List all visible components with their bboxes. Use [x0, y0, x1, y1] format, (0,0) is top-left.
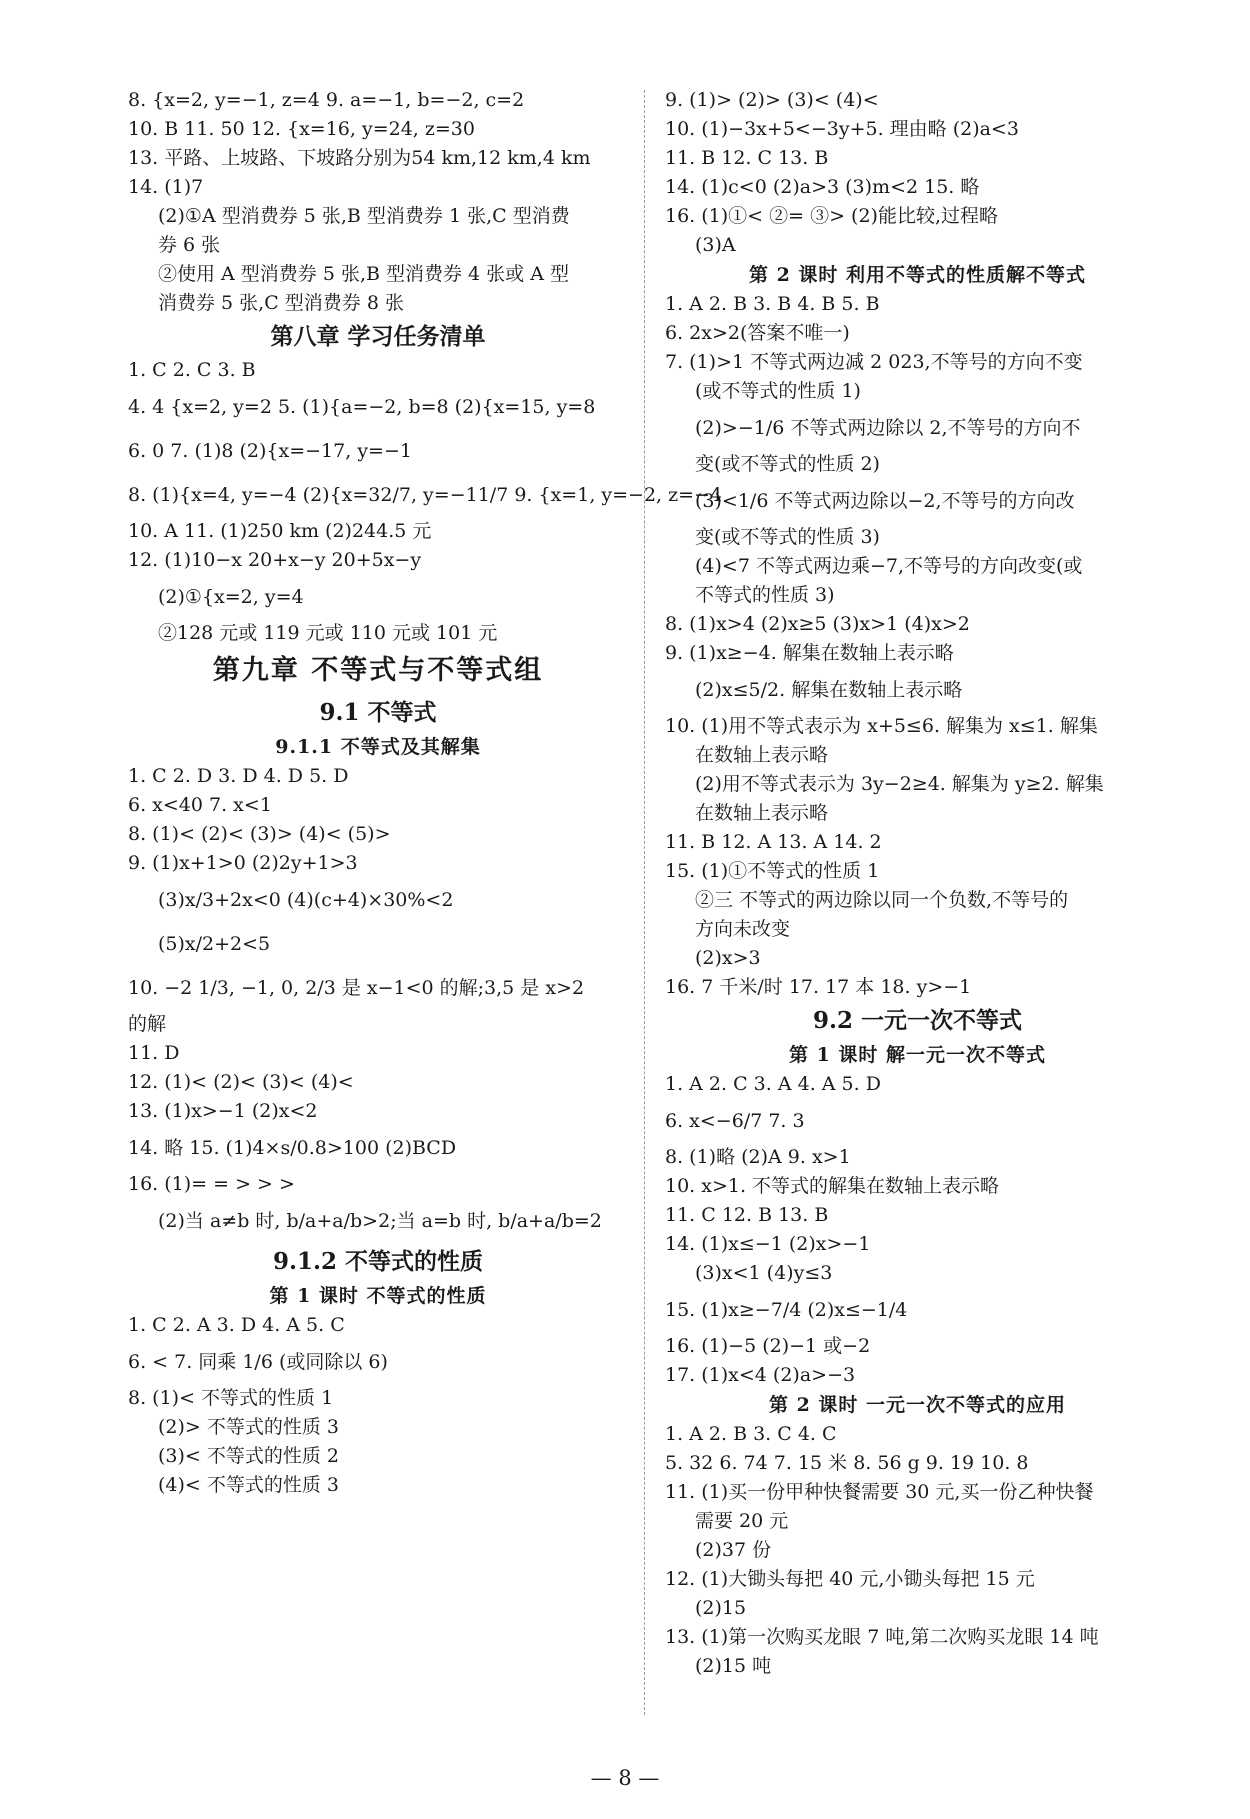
answer-line: 方向未改变 — [695, 918, 791, 940]
section-heading: 第九章 不等式与不等式组 — [212, 655, 544, 686]
answer-line: 13. 平路、上坡路、下坡路分别为54 km,12 km,4 km — [128, 147, 591, 169]
answer-line: 16. (1)−5 (2)−1 或−2 — [665, 1335, 871, 1357]
answer-line: 8. (1)x>4 (2)x≥5 (3)x>1 (4)x>2 — [665, 613, 970, 635]
answer-line: (2)15 — [695, 1597, 747, 1619]
answer-line: 16. 7 千米/时 17. 17 本 18. y>−1 — [665, 976, 972, 998]
answer-line: 4. 4 {x=2, y=2 5. (1){a=−2, b=8 (2){x=15, y=8 — [128, 396, 596, 418]
answer-line: 14. (1)x≤−1 (2)x>−1 — [665, 1233, 871, 1255]
column-divider — [644, 90, 645, 1715]
answer-line: 10. x>1. 不等式的解集在数轴上表示略 — [665, 1175, 1000, 1197]
answer-line: 6. x<−6/7 7. 3 — [665, 1110, 805, 1132]
answer-line: 9. (1)> (2)> (3)< (4)< — [665, 89, 879, 111]
answer-line: 14. (1)c<0 (2)a>3 (3)m<2 15. 略 — [665, 176, 980, 198]
answer-line: 14. (1)7 — [128, 176, 204, 198]
section-heading: 9.1.2 不等式的性质 — [272, 1248, 484, 1275]
section-heading: 第 1 课时 解一元一次不等式 — [788, 1044, 1047, 1066]
answer-line: 8. (1)略 (2)A 9. x>1 — [665, 1146, 851, 1168]
answer-line: (2)①A 型消费券 5 张,B 型消费券 1 张,C 型消费 — [158, 205, 570, 227]
answer-line: 10. (1)用不等式表示为 x+5≤6. 解集为 x≤1. 解集 — [665, 715, 1098, 737]
section-heading: 第八章 学习任务清单 — [270, 323, 486, 350]
answer-line: (2)用不等式表示为 3y−2≥4. 解集为 y≥2. 解集 — [695, 773, 1104, 795]
section-heading: 9.1.1 不等式及其解集 — [275, 736, 481, 758]
answer-line: 的解 — [128, 1013, 167, 1035]
answer-line: 8. (1){x=4, y=−4 (2){x=32/7, y=−11/7 9. {x=1, y=−2, z=−4 — [128, 484, 723, 506]
answer-line: 1. C 2. C 3. B — [128, 359, 256, 381]
answer-line: 9. (1)x≥−4. 解集在数轴上表示略 — [665, 642, 954, 664]
answer-line: (2)①{x=2, y=4 — [158, 586, 304, 608]
answer-line: 券 6 张 — [158, 234, 221, 256]
answer-line: 6. 2x>2(答案不唯一) — [665, 322, 850, 344]
section-heading: 9.2 一元一次不等式 — [812, 1007, 1023, 1034]
answer-line: 9. (1)x+1>0 (2)2y+1>3 — [128, 852, 358, 874]
answer-line: (5)x/2+2<5 — [158, 933, 271, 955]
section-heading: 第 1 课时 不等式的性质 — [269, 1285, 487, 1307]
answer-line: 10. −2 1/3, −1, 0, 2/3 是 x−1<0 的解;3,5 是 x>2 — [128, 977, 585, 999]
answer-line: 不等式的性质 3) — [695, 584, 835, 606]
answer-line: ②128 元或 119 元或 110 元或 101 元 — [158, 622, 498, 644]
answer-line: 变(或不等式的性质 2) — [695, 453, 880, 475]
section-heading: 第 2 课时 利用不等式的性质解不等式 — [748, 264, 1087, 286]
answer-line: (2)当 a≠b 时, b/a+a/b>2;当 a=b 时, b/a+a/b=2 — [158, 1210, 602, 1232]
answer-line: (3)<1/6 不等式两边除以−2,不等号的方向改 — [695, 490, 1075, 512]
answer-line: ②使用 A 型消费券 5 张,B 型消费券 4 张或 A 型 — [158, 263, 569, 285]
answer-line: 11. (1)买一份甲种快餐需要 30 元,买一份乙种快餐 — [665, 1481, 1094, 1503]
answer-line: 10. A 11. (1)250 km (2)244.5 元 — [128, 520, 432, 542]
answer-line: 11. B 12. A 13. A 14. 2 — [665, 831, 882, 853]
answer-line: 1. A 2. B 3. B 4. B 5. B — [665, 293, 880, 315]
answer-line: (3)x<1 (4)y≤3 — [695, 1262, 833, 1284]
answer-line: ②三 不等式的两边除以同一个负数,不等号的 — [695, 889, 1069, 911]
answer-line: 13. (1)x>−1 (2)x<2 — [128, 1100, 318, 1122]
answer-line: 1. C 2. A 3. D 4. A 5. C — [128, 1314, 345, 1336]
answer-line: (4)< 不等式的性质 3 — [158, 1474, 340, 1496]
answer-line: 12. (1)10−x 20+x−y 20+5x−y — [128, 549, 422, 571]
answer-line: (3)x/3+2x<0 (4)(c+4)×30%<2 — [158, 889, 454, 911]
answer-line: 在数轴上表示略 — [695, 744, 829, 766]
answer-line: 1. A 2. C 3. A 4. A 5. D — [665, 1073, 881, 1095]
section-heading: 第 2 课时 一元一次不等式的应用 — [768, 1394, 1067, 1416]
answer-line: (2)x>3 — [695, 947, 761, 969]
answer-line: 15. (1)x≥−7/4 (2)x≤−1/4 — [665, 1299, 908, 1321]
answer-line: 7. (1)>1 不等式两边减 2 023,不等号的方向不变 — [665, 351, 1083, 373]
answer-line: (2)x≤5/2. 解集在数轴上表示略 — [695, 679, 963, 701]
answer-line: 17. (1)x<4 (2)a>−3 — [665, 1364, 856, 1386]
answer-line: 14. 略 15. (1)4×s/0.8>100 (2)BCD — [128, 1137, 457, 1159]
answer-line: 6. 0 7. (1)8 (2){x=−17, y=−1 — [128, 440, 412, 462]
right-column — [665, 86, 1170, 1681]
answer-line: (2)>−1/6 不等式两边除以 2,不等号的方向不 — [695, 417, 1081, 439]
answer-line: 12. (1)大锄头每把 40 元,小锄头每把 15 元 — [665, 1568, 1035, 1590]
answer-line: 6. x<40 7. x<1 — [128, 794, 272, 816]
answer-line: 11. C 12. B 13. B — [665, 1204, 829, 1226]
answer-line: 在数轴上表示略 — [695, 802, 829, 824]
answer-line: (2)> 不等式的性质 3 — [158, 1416, 340, 1438]
page-number: — 8 — — [590, 1766, 660, 1790]
answer-line: 6. < 7. 同乘 1/6 (或同除以 6) — [128, 1351, 388, 1373]
answer-line: (2)15 吨 — [695, 1655, 772, 1677]
answer-line: 16. (1)①< ②= ③> (2)能比较,过程略 — [665, 205, 999, 227]
answer-line: (或不等式的性质 1) — [695, 380, 861, 402]
answer-line: 1. C 2. D 3. D 4. D 5. D — [128, 765, 349, 787]
answer-line: (2)37 份 — [695, 1539, 772, 1561]
section-heading: 9.1 不等式 — [319, 699, 437, 726]
answer-line: 8. (1)< (2)< (3)> (4)< (5)> — [128, 823, 391, 845]
answer-line: 10. (1)−3x+5<−3y+5. 理由略 (2)a<3 — [665, 118, 1019, 140]
answer-line: 8. {x=2, y=−1, z=4 9. a=−1, b=−2, c=2 — [128, 89, 525, 111]
answer-line: 消费券 5 张,C 型消费券 8 张 — [158, 292, 404, 314]
answer-line: 变(或不等式的性质 3) — [695, 526, 880, 548]
answer-line: 5. 32 6. 74 7. 15 米 8. 56 g 9. 19 10. 8 — [665, 1452, 1029, 1474]
answer-line: 10. B 11. 50 12. {x=16, y=24, z=30 — [128, 118, 475, 140]
answer-line: 12. (1)< (2)< (3)< (4)< — [128, 1071, 354, 1093]
answer-line: (4)<7 不等式两边乘−7,不等号的方向改变(或 — [695, 555, 1083, 577]
answer-line: 11. B 12. C 13. B — [665, 147, 829, 169]
answer-line: 8. (1)< 不等式的性质 1 — [128, 1387, 334, 1409]
answer-line: (3)A — [695, 234, 736, 256]
answer-line: 1. A 2. B 3. C 4. C — [665, 1423, 837, 1445]
answer-line: (3)< 不等式的性质 2 — [158, 1445, 340, 1467]
answer-line: 11. D — [128, 1042, 180, 1064]
answer-line: 13. (1)第一次购买龙眼 7 吨,第二次购买龙眼 14 吨 — [665, 1626, 1099, 1648]
answer-line: 需要 20 元 — [695, 1510, 789, 1532]
answer-line: 15. (1)①不等式的性质 1 — [665, 860, 880, 882]
answer-line: 16. (1)= = > > > — [128, 1173, 295, 1195]
